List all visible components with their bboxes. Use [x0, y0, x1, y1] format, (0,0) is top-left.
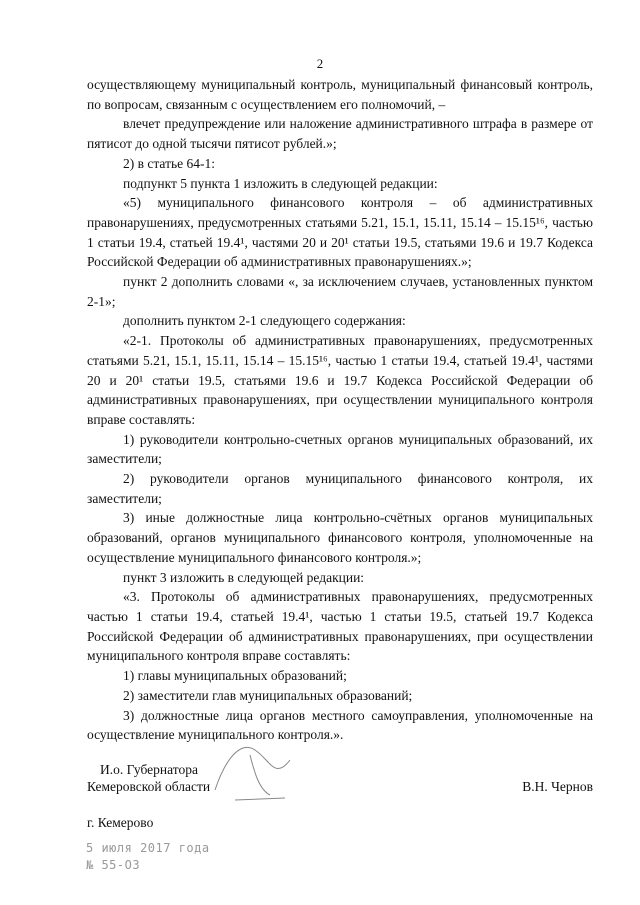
paragraph: пункт 3 изложить в следующей редакции:	[123, 569, 365, 585]
signatory-organization: Кемеровской области	[87, 779, 211, 794]
paragraph: 1) руководители контрольно-счетных органов муниципальных образований, их заместители;	[87, 431, 593, 467]
paragraph: 3) иные должностные лица контрольно-счётных органов муниципальных образований, органов муниципального финансового контроля, уполномоченные на осуществление муниципального финансового контроля.»;	[87, 510, 593, 565]
paragraph: подпункт 5 пункта 1 изложить в следующей редакции:	[123, 175, 438, 191]
paragraph: «3. Протоколы об административных правонарушениях, предусмотренных частью 1 статьи 19.4, статьей 19.4¹, частью 1 статьи 19.5, статьей 19.7 Кодекса Российской Федерации об административных правонарушениях, при осуществлении муниципального контроля вправе составлять:	[87, 589, 593, 664]
paragraph: 2) заместители глав муниципальных образований;	[123, 687, 413, 703]
page-number: 2	[316, 56, 324, 71]
paragraph: дополнить пунктом 2-1 следующего содержания:	[123, 313, 406, 329]
paragraph: «5) муниципального финансового контроля – об административных правонарушениях, предусмотренных статьями 5.21, 15.1, 15.11, 15.14 – 15.15¹⁶, частью 1 статьи 19.4, статьей 19.4¹, частями 20 и 20¹ статьи 19.5, статьями 19.6 и 19.7 Кодекса Российской Федерации об административных правонарушениях.»;	[87, 195, 593, 270]
document-body	[87, 75, 593, 745]
signatory-title: И.о. Губернатора	[100, 762, 199, 777]
stamp-number: № 55-ОЗ	[86, 858, 141, 872]
paragraph: пункт 2 дополнить словами «, за исключением случаев, установленных пунктом 2-1»;	[87, 274, 593, 309]
paragraph: 3) должностные лица органов местного самоуправления, уполномоченные на осуществление муниципального контроля.».	[87, 707, 593, 743]
paragraph: 2) руководители органов муниципального финансового контроля, их заместители;	[87, 471, 593, 506]
paragraph: 2) в статье 64-1:	[123, 155, 215, 171]
paragraph: осуществляющему муниципальный контроль, муниципальный финансовый контроль, по вопросам, связанным с осуществлением его полномочий, –	[87, 77, 593, 112]
paragraph: 1) главы муниципальных образований;	[123, 668, 347, 684]
signatory-name: В.Н. Чернов	[522, 779, 593, 794]
paragraph: влечет предупреждение или наложение административного штрафа в размере от пятисот до одной тысячи пятисот рублей.»;	[87, 116, 593, 152]
paragraph: «2-1. Протоколы об административных правонарушениях, предусмотренных статьями 5.21, 15.1, 15.11, 15.14 – 15.15¹⁶, частью 1 статьи 19.4, статьей 19.4¹, частями 20 и 20¹ статьи 19.5, статьями 19.6 и 19.7 Кодекса Российской Федерации об административных правонарушениях, при осуществлении муниципального контроля вправе составлять:	[87, 333, 593, 427]
stamp-date: 5 июля 2017 года	[86, 841, 210, 855]
city: г. Кемерово	[87, 815, 154, 830]
